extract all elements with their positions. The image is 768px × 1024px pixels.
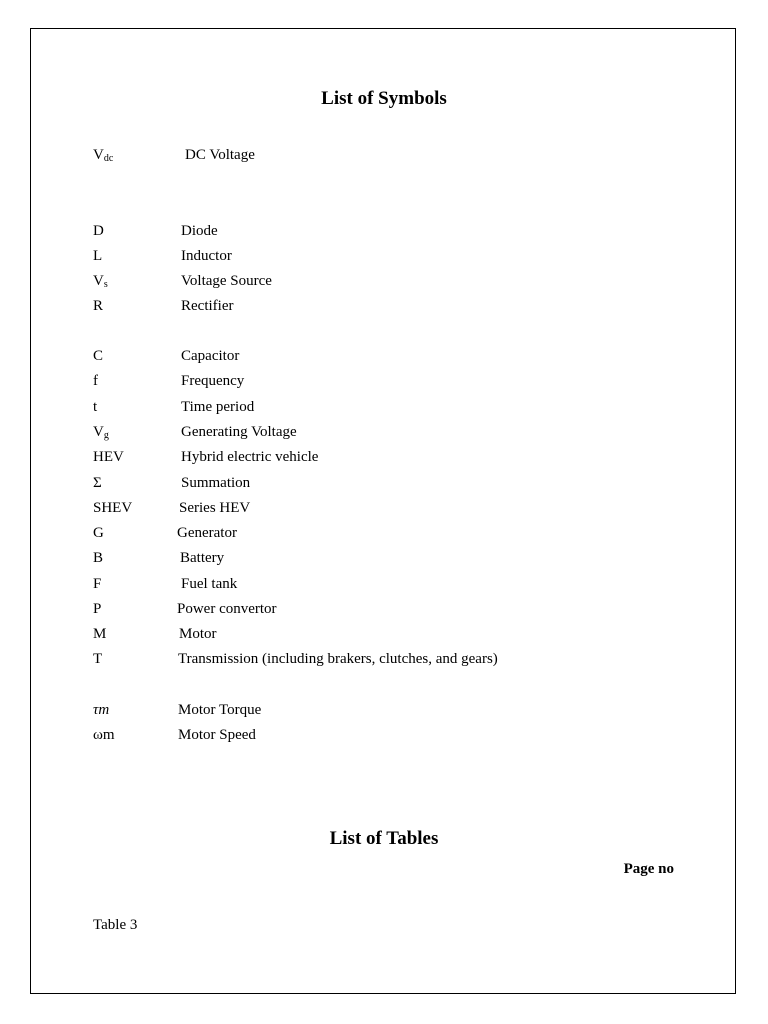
symbol-description: Rectifier bbox=[181, 298, 234, 314]
symbol: P bbox=[93, 601, 102, 617]
symbol: M bbox=[93, 626, 107, 642]
symbol-description: Summation bbox=[181, 475, 251, 491]
symbol: L bbox=[93, 248, 103, 264]
symbol: G bbox=[93, 525, 104, 541]
symbol-description: Power convertor bbox=[177, 601, 277, 617]
symbol-description: DC Voltage bbox=[185, 147, 255, 163]
symbol-description: Diode bbox=[181, 223, 218, 239]
symbol-description: Frequency bbox=[181, 373, 245, 389]
symbol: HEV bbox=[93, 449, 124, 465]
symbol: t bbox=[93, 399, 98, 415]
symbol: $V_s$ bbox=[93, 273, 108, 290]
symbol: Σ bbox=[93, 475, 102, 491]
symbol: D bbox=[93, 223, 104, 239]
symbol: T bbox=[93, 651, 103, 667]
symbols-title: List of Symbols bbox=[321, 88, 447, 109]
page-no-label: Page no bbox=[623, 861, 674, 877]
symbol: B bbox=[93, 550, 104, 566]
symbol-description: Motor bbox=[179, 626, 217, 642]
symbol: SHEV bbox=[93, 500, 133, 516]
symbol-description: Voltage Source bbox=[181, 273, 272, 289]
symbol-description: Time period bbox=[181, 399, 255, 415]
symbol-description: Inductor bbox=[181, 248, 232, 264]
symbol-description: Generator bbox=[177, 525, 237, 541]
tables-title: List of Tables bbox=[329, 828, 439, 849]
symbol-description: Generating Voltage bbox=[181, 424, 297, 440]
symbol-description: Hybrid electric vehicle bbox=[181, 449, 319, 465]
symbol: C bbox=[93, 348, 104, 364]
symbol-description: Capacitor bbox=[181, 348, 240, 364]
symbol: f bbox=[93, 373, 98, 389]
symbol: F bbox=[93, 576, 102, 592]
symbol-description: Battery bbox=[180, 550, 225, 566]
symbol-description: Transmission (including brakers, clutches, and gears) bbox=[178, 651, 498, 667]
symbol: R bbox=[93, 298, 104, 314]
symbol: $V_{dc}$ bbox=[93, 147, 114, 164]
symbol: $V_g$ bbox=[93, 424, 109, 441]
symbol: ωm bbox=[93, 727, 115, 743]
table-entry: Table 3 bbox=[93, 917, 138, 933]
symbol-description: Motor Speed bbox=[178, 727, 256, 743]
symbol-description: Series HEV bbox=[179, 500, 251, 516]
symbol: τm bbox=[93, 702, 110, 718]
symbol-description: Motor Torque bbox=[178, 702, 262, 718]
symbol-description: Fuel tank bbox=[181, 576, 238, 592]
